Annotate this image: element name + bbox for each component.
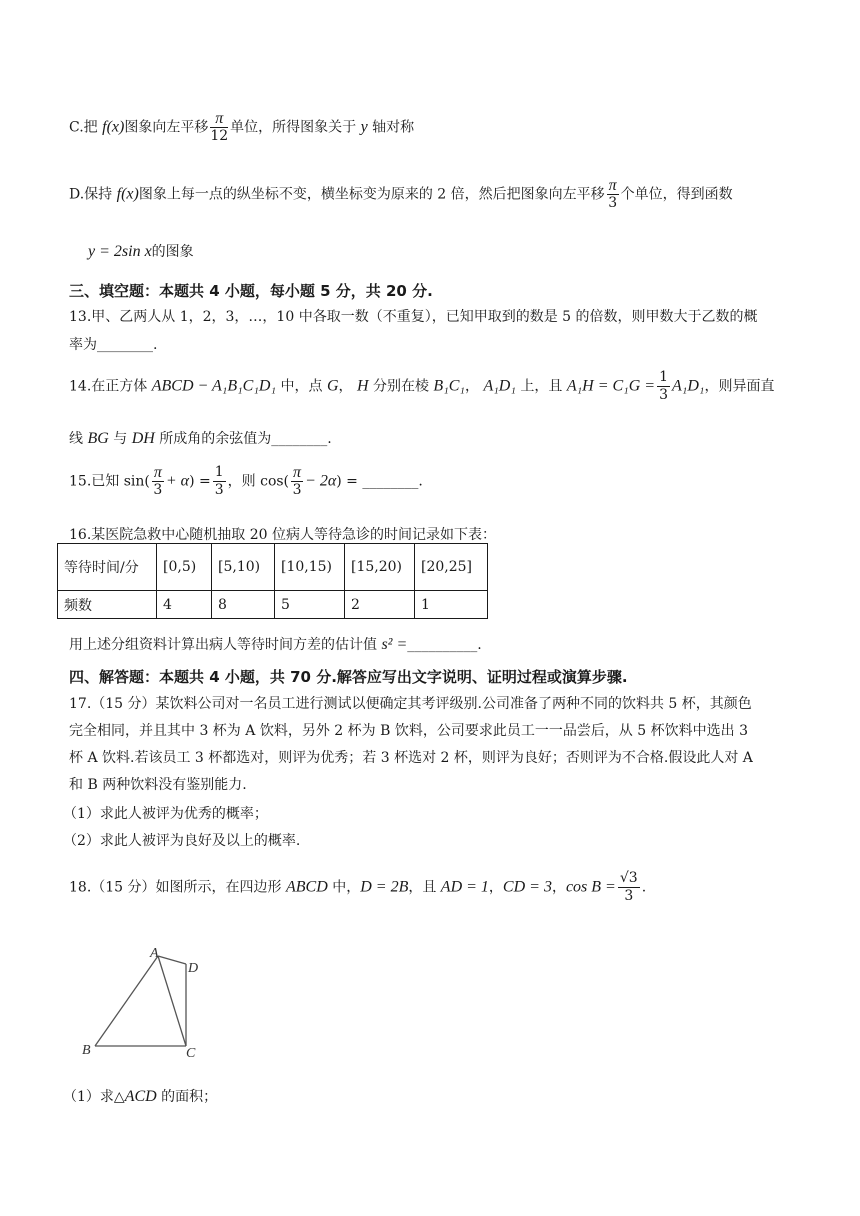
- table-cell: 等待时间/分: [58, 544, 157, 591]
- table-row: [58, 591, 488, 619]
- label-b: B: [82, 1043, 91, 1058]
- fraction: $\frac{\pi}{3}$: [608, 177, 618, 211]
- question-16-intro: 16.某医院急救中心随机抽取 20 位病人等待急诊的时间记录如下表：: [69, 527, 496, 543]
- table-cell: 4: [157, 591, 212, 619]
- fraction: $\frac{1}{3}$: [214, 464, 224, 498]
- table-cell: 2: [345, 591, 415, 619]
- waiting-time-table: [57, 543, 488, 619]
- question-17-sub1: （1）求此人被评为优秀的概率；: [63, 806, 268, 822]
- fraction: $\frac{√3}{3}$: [619, 870, 638, 904]
- side-ad: [158, 956, 186, 964]
- side-ab: [95, 956, 158, 1046]
- question-14-line2: 线 BG 与 DH 所成角的余弦值为________.: [69, 430, 332, 447]
- section-3-heading: 三、填空题：本题共 4 小题，每小题 5 分，共 20 分.: [69, 282, 433, 300]
- section-4-heading: 四、解答题：本题共 4 小题，共 70 分.解答应写出文字说明、证明过程或演算步骤.: [69, 668, 628, 686]
- table-cell: 8: [212, 591, 275, 619]
- question-14-line1: 14.在正方体 ABCD − A₁B₁C₁D₁ 中，点 G， H 分别在棱 B₁C₁， A₁D₁ 上，且 A₁H = C₁G = $\frac{1}{3}$ A₁D₁，则异面直: [69, 369, 775, 403]
- math-fx: f(x): [102, 118, 125, 136]
- fraction: $\frac{\pi}{12}$: [210, 110, 229, 144]
- question-17-line4: 和 B 两种饮料没有鉴别能力.: [69, 777, 247, 793]
- table-cell: [20,25]: [415, 544, 488, 591]
- label-c: C: [186, 1046, 196, 1061]
- question-17-line3: 杯 A 饮料.若该员工 3 杯都选对，则评为优秀；若 3 杯选对 2 杯，则评为良好；否则评为不合格.假设此人对 A: [69, 750, 753, 766]
- side-ac: [158, 956, 186, 1046]
- table-header-row: [58, 544, 488, 591]
- question-17-line2: 完全相同，并且其中 3 杯为 A 饮料，另外 2 杯为 B 饮料，公司要求此员工一一品尝后，从 5 杯饮料中选出 3: [69, 723, 748, 739]
- question-16-variance: 用上述分组资料计算出病人等待时间方差的估计值 s² =__________.: [69, 636, 482, 653]
- option-c: C.把 f(x)图象向左平移 $\frac{\pi}{12}$ 单位，所得图象关于 y 轴对称: [69, 110, 415, 144]
- table-cell: [15,20): [345, 544, 415, 591]
- question-17-line1: 17.（15 分）某饮料公司对一名员工进行测试以便确定其考评级别.公司准备了两种不同的饮料共 5 杯，其颜色: [69, 696, 752, 712]
- question-13-line1: 13.甲、乙两人从 1，2，3，…，10 中各取一数（不重复），已知甲取到的数是 5 的倍数，则甲数大于乙数的概: [69, 309, 758, 325]
- label-d: D: [188, 961, 199, 976]
- fraction: $\frac{\pi}{3}$: [153, 464, 163, 498]
- fraction: $\frac{1}{3}$: [659, 369, 669, 403]
- question-18-sub1: （1）求△ACD 的面积；: [63, 1088, 218, 1105]
- fraction: $\frac{\pi}{3}$: [292, 464, 302, 498]
- table-cell: 1: [415, 591, 488, 619]
- table-cell: [5,10): [212, 544, 275, 591]
- question-13-line2: 率为________.: [69, 337, 158, 353]
- question-18: 18.（15 分）如图所示，在四边形 ABCD 中，D = 2B，且 AD = 1，CD = 3，cos B = $\frac{√3}{3}$ .: [69, 870, 647, 904]
- quadrilateral-figure: [78, 947, 218, 1062]
- table-cell: [10,15): [275, 544, 345, 591]
- question-15: 15.已知 sin( $\frac{\pi}{3}$ + α) = $\frac{1}{3}$ ，则 cos( $\frac{\pi}{3}$ − 2α) = ________.: [69, 464, 423, 498]
- label-a: A: [150, 947, 159, 961]
- question-17-sub2: （2）求此人被评为良好及以上的概率.: [63, 833, 301, 849]
- option-d-line2: y = 2sin x的图象: [88, 243, 194, 260]
- option-d: D.保持 f(x)图象上每一点的纵坐标不变，横坐标变为原来的 2 倍，然后把图象向左平移 $\frac{\pi}{3}$ 个单位，得到函数: [69, 177, 733, 211]
- table-cell: [0,5): [157, 544, 212, 591]
- table-cell: 频数: [58, 591, 157, 619]
- table-cell: 5: [275, 591, 345, 619]
